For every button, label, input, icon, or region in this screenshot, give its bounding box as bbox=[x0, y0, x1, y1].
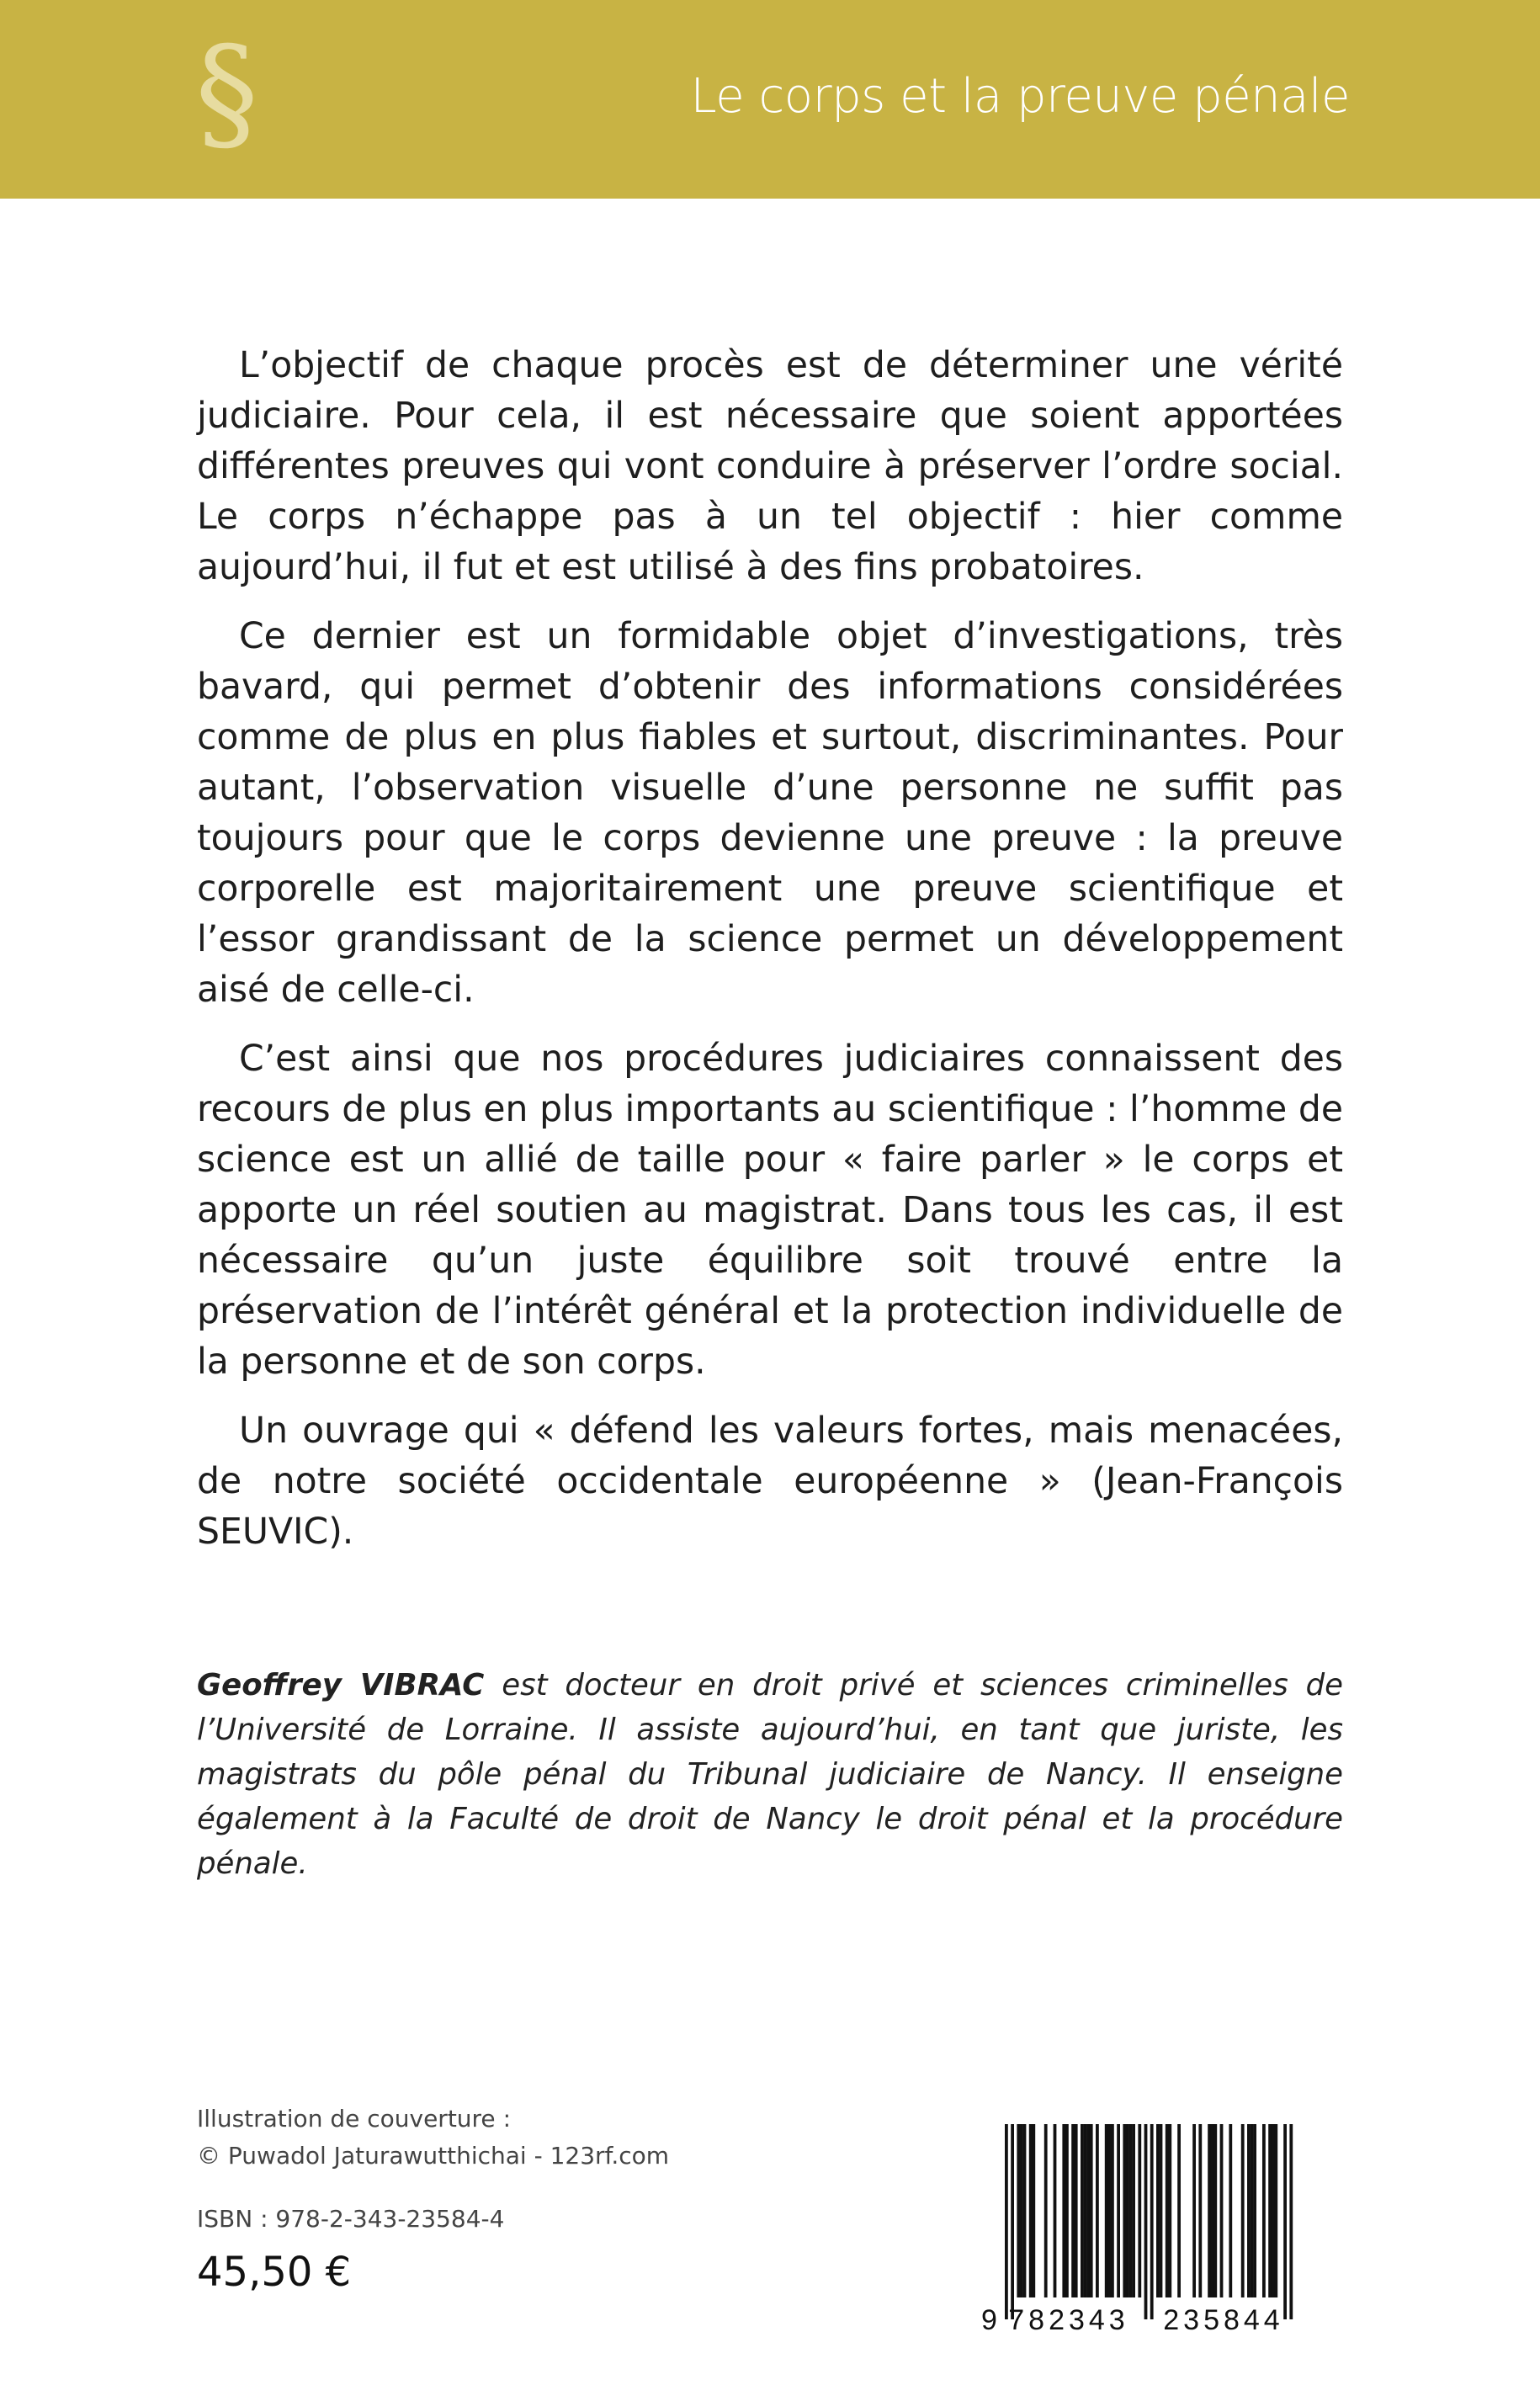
author-bio-text: est docteur en droit privé et sciences criminelles de l’Université de Lorraine. Il assiste aujourd’hui, en tant que juriste, les magistrats du pôle pénal du Tribunal judiciaire de Nancy. Il enseigne également à la Faculté de droit de Nancy le droit pénal et la procédure pénale. bbox=[197, 1668, 1343, 1881]
section-symbol-icon: § bbox=[195, 20, 258, 167]
header-band bbox=[0, 0, 1540, 199]
barcode-bar bbox=[1011, 2124, 1014, 2319]
barcode-bar bbox=[1062, 2124, 1065, 2297]
back-cover-blurb bbox=[197, 341, 1343, 1576]
barcode-bar bbox=[1213, 2124, 1217, 2297]
blurb-paragraph: L’objectif de chaque procès est de déterminer une vérité judiciaire. Pour cela, il est nécessaire que soient apportées différentes preuves qui vont conduire à préserver l’ordre social. Le corps n’échappe pas à un tel objectif : hier comme aujourd’hui, il fut et est utilisé à des fins probatoires. bbox=[197, 345, 1343, 588]
barcode-bar bbox=[1129, 2124, 1133, 2297]
credits-source: © Puwadol Jaturawutthichai - 123rf.com bbox=[197, 2142, 670, 2170]
barcode-bar bbox=[1126, 2124, 1129, 2297]
barcode-bar bbox=[1283, 2124, 1287, 2319]
barcode-bar bbox=[1160, 2124, 1163, 2297]
barcode-bar bbox=[1117, 2124, 1120, 2297]
barcode-bar bbox=[1268, 2124, 1272, 2297]
barcode-bar bbox=[1023, 2124, 1027, 2297]
barcode-bar bbox=[1090, 2124, 1093, 2297]
barcode-bar bbox=[1229, 2124, 1232, 2297]
barcode-bar bbox=[1251, 2124, 1254, 2297]
illustration-credits bbox=[197, 2101, 669, 2175]
barcode-bar bbox=[1241, 2124, 1245, 2297]
barcode-bar bbox=[1132, 2124, 1135, 2297]
barcode-bar bbox=[1166, 2124, 1169, 2297]
blurb-paragraph: Un ouvrage qui « défend les valeurs fortes, mais menacées, de notre société occidentale européenne » (Jean-François SEUVIC). bbox=[197, 1410, 1343, 1553]
barcode-bar bbox=[1017, 2124, 1020, 2297]
barcode-bar bbox=[1107, 2124, 1111, 2297]
barcode-bar bbox=[1111, 2124, 1114, 2297]
barcode-bar bbox=[1065, 2124, 1069, 2297]
barcode-bar bbox=[1247, 2124, 1251, 2297]
barcode-bar bbox=[1289, 2124, 1293, 2319]
barcode-bar bbox=[1044, 2124, 1048, 2297]
barcode-bar bbox=[1105, 2124, 1108, 2297]
barcode-bar bbox=[1020, 2124, 1023, 2297]
barcode-first-digit: 9 bbox=[981, 2304, 997, 2335]
barcode-bar bbox=[1084, 2124, 1087, 2297]
barcode-bar bbox=[1220, 2124, 1224, 2297]
barcode-bar bbox=[1274, 2124, 1277, 2297]
barcode-bar bbox=[1177, 2124, 1181, 2297]
barcode-bar bbox=[1081, 2124, 1084, 2297]
barcode-bar bbox=[1005, 2124, 1008, 2319]
barcode-bar bbox=[1138, 2124, 1141, 2297]
barcode-right-digits: 235844 bbox=[1163, 2304, 1284, 2335]
author-name: Geoffrey VIBRAC bbox=[197, 1668, 485, 1702]
blurb-paragraph: Ce dernier est un formidable objet d’investigations, très bavard, qui permet d’obtenir des informations considérées comme de plus en plus fiables et surtout, discriminantes. Pour autant, l’observation visuelle d’une personne ne suffit pas toujours pour que le corps devienne une preuve : la preuve corporelle est majoritairement une preuve scientifique et l’essor grandissant de la science permet un développement aisé de celle-ci. bbox=[197, 616, 1343, 1011]
barcode-bar bbox=[1150, 2124, 1154, 2319]
barcode-bar bbox=[1123, 2124, 1126, 2297]
barcode-bar bbox=[1168, 2124, 1171, 2297]
barcode-bar bbox=[1144, 2124, 1148, 2319]
barcode-bar bbox=[1208, 2124, 1211, 2297]
series-title: Le corps et la preuve pénale bbox=[690, 69, 1350, 124]
barcode bbox=[976, 2124, 1330, 2335]
barcode-left-digits: 782343 bbox=[1008, 2304, 1129, 2335]
barcode-bar bbox=[1262, 2124, 1266, 2297]
barcode-bar bbox=[1032, 2124, 1035, 2297]
isbn: ISBN : 978-2-343-23584-4 bbox=[197, 2205, 505, 2233]
barcode-bar bbox=[1211, 2124, 1214, 2297]
blurb-paragraph: C’est ainsi que nos procédures judiciaires connaissent des recours de plus en plus importants au scientifique : l’homme de science est un allié de taille pour « faire parler » le corps et apporte un réel soutien au magistrat. Dans tous les cas, il est nécessaire qu’un juste équilibre soit trouvé entre la préservation de l’intérêt général et la protection individuelle de la personne et de son corps. bbox=[197, 1038, 1343, 1383]
barcode-bar bbox=[1071, 2124, 1075, 2297]
barcode-bar bbox=[1054, 2124, 1057, 2297]
author-bio bbox=[197, 1663, 1343, 1886]
barcode-bar bbox=[1192, 2124, 1196, 2297]
barcode-image bbox=[976, 2124, 1330, 2335]
barcode-bar bbox=[1253, 2124, 1256, 2297]
barcode-bar bbox=[1096, 2124, 1099, 2297]
credits-label: Illustration de couverture : bbox=[197, 2105, 511, 2133]
barcode-bar bbox=[1198, 2124, 1202, 2297]
barcode-bar bbox=[1029, 2124, 1033, 2297]
barcode-bar bbox=[1086, 2124, 1090, 2297]
barcode-bar bbox=[1156, 2124, 1160, 2297]
barcode-bar bbox=[1075, 2124, 1078, 2297]
barcode-bar bbox=[1272, 2124, 1275, 2297]
price: 45,50 € bbox=[197, 2249, 352, 2296]
